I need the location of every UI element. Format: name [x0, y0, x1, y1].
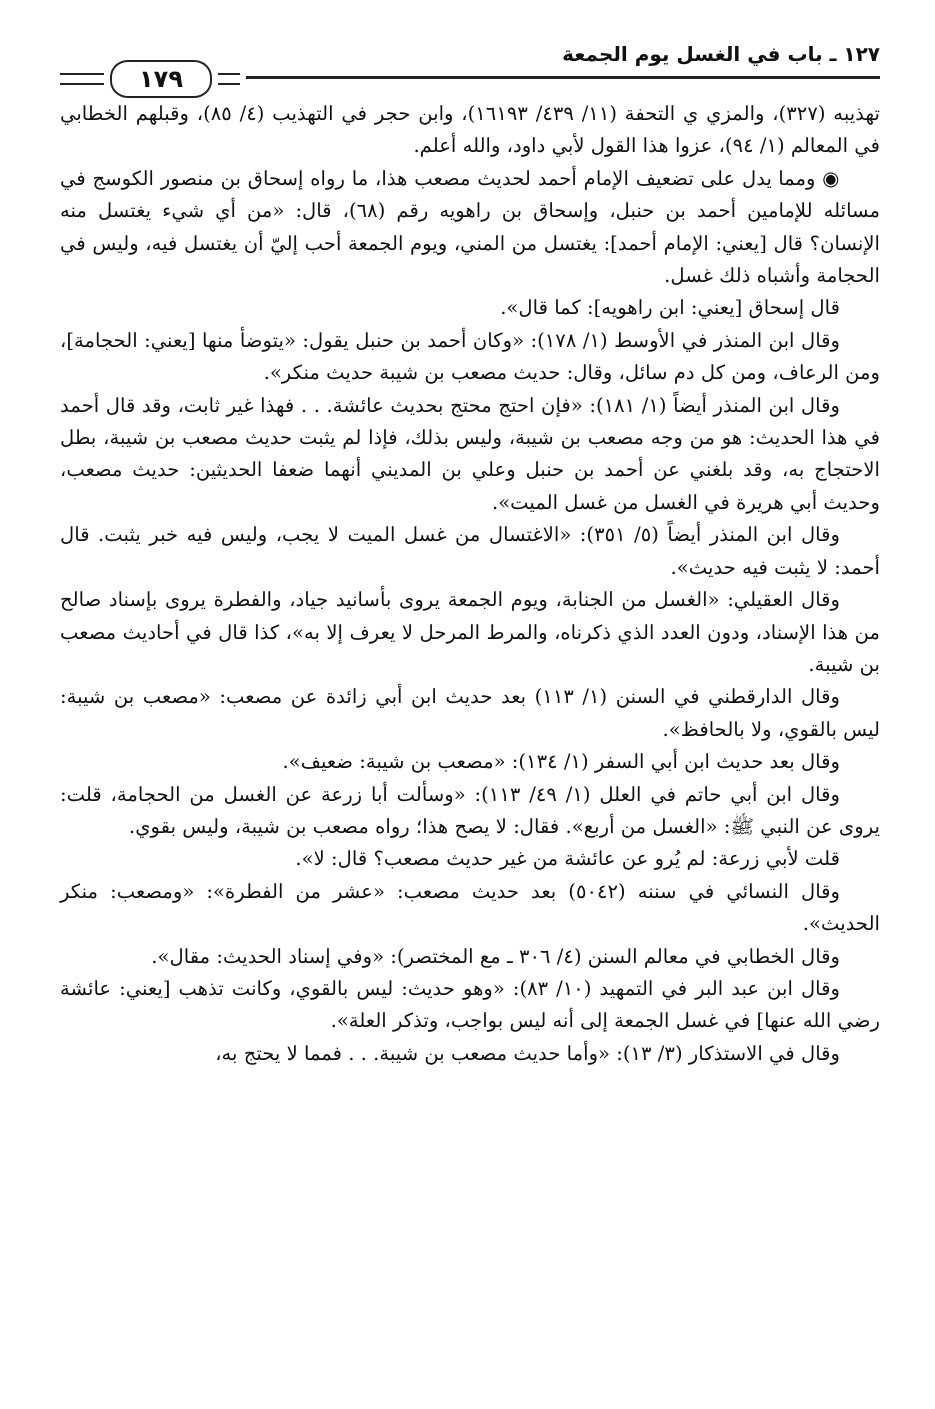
- ornament-lines-right: [218, 73, 240, 85]
- paragraph: وقال الخطابي في معالم السنن (٤/ ٣٠٦ ـ مع المختصر): «وفي إسناد الحديث: مقال».: [151, 944, 840, 968]
- paragraph-text: ومما يدل على تضعيف الإمام أحمد لحديث مصعب هذا، ما رواه إسحاق بن منصور الكوسج في مسائله للإمامين أحمد بن حنبل، وإسحاق بن راهويه رقم (٦٨)، قال: «من أي شيء يغتسل منه الإنسان؟ قال [يعني: الإمام أحمد]: يغتسل من المني، ويوم الجمعة أحب إليّ أن يغتسل فيه، وليس في الحجامة وأشباه ذلك غسل.: [60, 166, 881, 288]
- paragraph: قلت لأبي زرعة: لم يُرو عن عائشة من غير حديث مصعب؟ قال: لا».: [295, 847, 840, 871]
- paragraph: قال إسحاق [يعني: ابن راهويه]: كما قال».: [500, 296, 840, 320]
- paragraph: وقال النسائي في سننه (٥٠٤٢) بعد حديث مصعب: «عشر من الفطرة»: «ومصعب: منكر الحديث».: [60, 879, 880, 936]
- page-body: [60, 98, 880, 1070]
- page-number-ornament: [60, 60, 246, 98]
- paragraph: وقال بعد حديث ابن أبي السفر (١/ ١٣٤): «مصعب بن شيبة: ضعيف».: [282, 750, 840, 774]
- paragraph: وقال ابن أبي حاتم في العلل (١/ ٤٩/ ١١٣): «وسألت أبا زرعة عن الغسل من الحجامة، قلت: يروى عن النبي ﷺ: «الغسل من أربع». فقال: لا يصح هذا؛ رواه مصعب بن شيبة، وليس بقوي.: [60, 782, 880, 838]
- running-title: ١٢٧ ـ باب في الغسل يوم الجمعة: [562, 42, 880, 66]
- paragraph: وقال ابن المنذر في الأوسط (١/ ١٧٨): «وكان أحمد بن حنبل يقول: «يتوضأ منها [يعني: الحجامة]، ومن الرعاف، ومن كل دم سائل، وقال: حديث مصعب بن شيبة حديث منكر».: [60, 328, 880, 385]
- paragraph: وقال في الاستذكار (٣/ ١٣): «وأما حديث مصعب بن شيبة. . . فمما لا يحتج به،: [215, 1041, 840, 1065]
- paragraph: وقال ابن المنذر أيضاً (٥/ ٣٥١): «الاغتسال من غسل الميت لا يجب، وليس فيه خبر يثبت. قال أحمد: لا يثبت فيه حديث».: [60, 523, 880, 579]
- paragraph: وقال ابن المنذر أيضاً (١/ ١٨١): «فإن احتج محتج بحديث عائشة. . . فهذا غير ثابت، وقد قال أحمد في هذا الحديث: هو من وجه مصعب بن شيبة، وليس بذلك، فإذا لم يثبت حديث مصعب بن شيبة، بطل الاحتجاج به، وقد بلغني عن أحمد بن حنبل وعلي بن المديني أنهما ضعفا الحديثين: حديث مصعب، وحديث أبي هريرة في الغسل من غسل الميت».: [60, 393, 880, 514]
- paragraph: وقال الدارقطني في السنن (١/ ١١٣) بعد حديث ابن أبي زائدة عن مصعب: «مصعب بن شيبة: ليس بالقوي، ولا بالحافظ».: [60, 685, 880, 741]
- page-number: ١٧٩: [110, 60, 212, 98]
- paragraph: [60, 163, 880, 293]
- book-page: [60, 30, 880, 1070]
- paragraph: تهذيبه (٣٢٧)، والمزي ي التحفة (١١/ ٤٣٩/ ١٦١٩٣)، وابن حجر في التهذيب (٤/ ٨٥)، وقبلهم الخطابي في المعالم (١/ ٩٤)، عزوا هذا القول لأبي داود، والله أعلم.: [60, 102, 880, 158]
- paragraph: وقال العقيلي: «الغسل من الجنابة، ويوم الجمعة يروى بأسانيد جياد، والفطرة يروى بإسناد صالح من هذا الإسناد، ودون العدد الذي ذكرناه، والمرط المرحل لا يعرف إلا به»، كذا قال في أحاديث مصعب بن شيبة.: [60, 588, 880, 676]
- paragraph: وقال ابن عبد البر في التمهيد (١٠/ ٨٣): «وهو حديث: ليس بالقوي، وكانت تذهب [يعني: عائشة رضي الله عنها] في غسل الجمعة إلى أنه ليس بواجب، وتذكر العلة».: [60, 976, 880, 1033]
- ornament-lines-left: [60, 73, 104, 85]
- page-header: [60, 30, 880, 93]
- bullet-marker: ◉: [822, 166, 840, 190]
